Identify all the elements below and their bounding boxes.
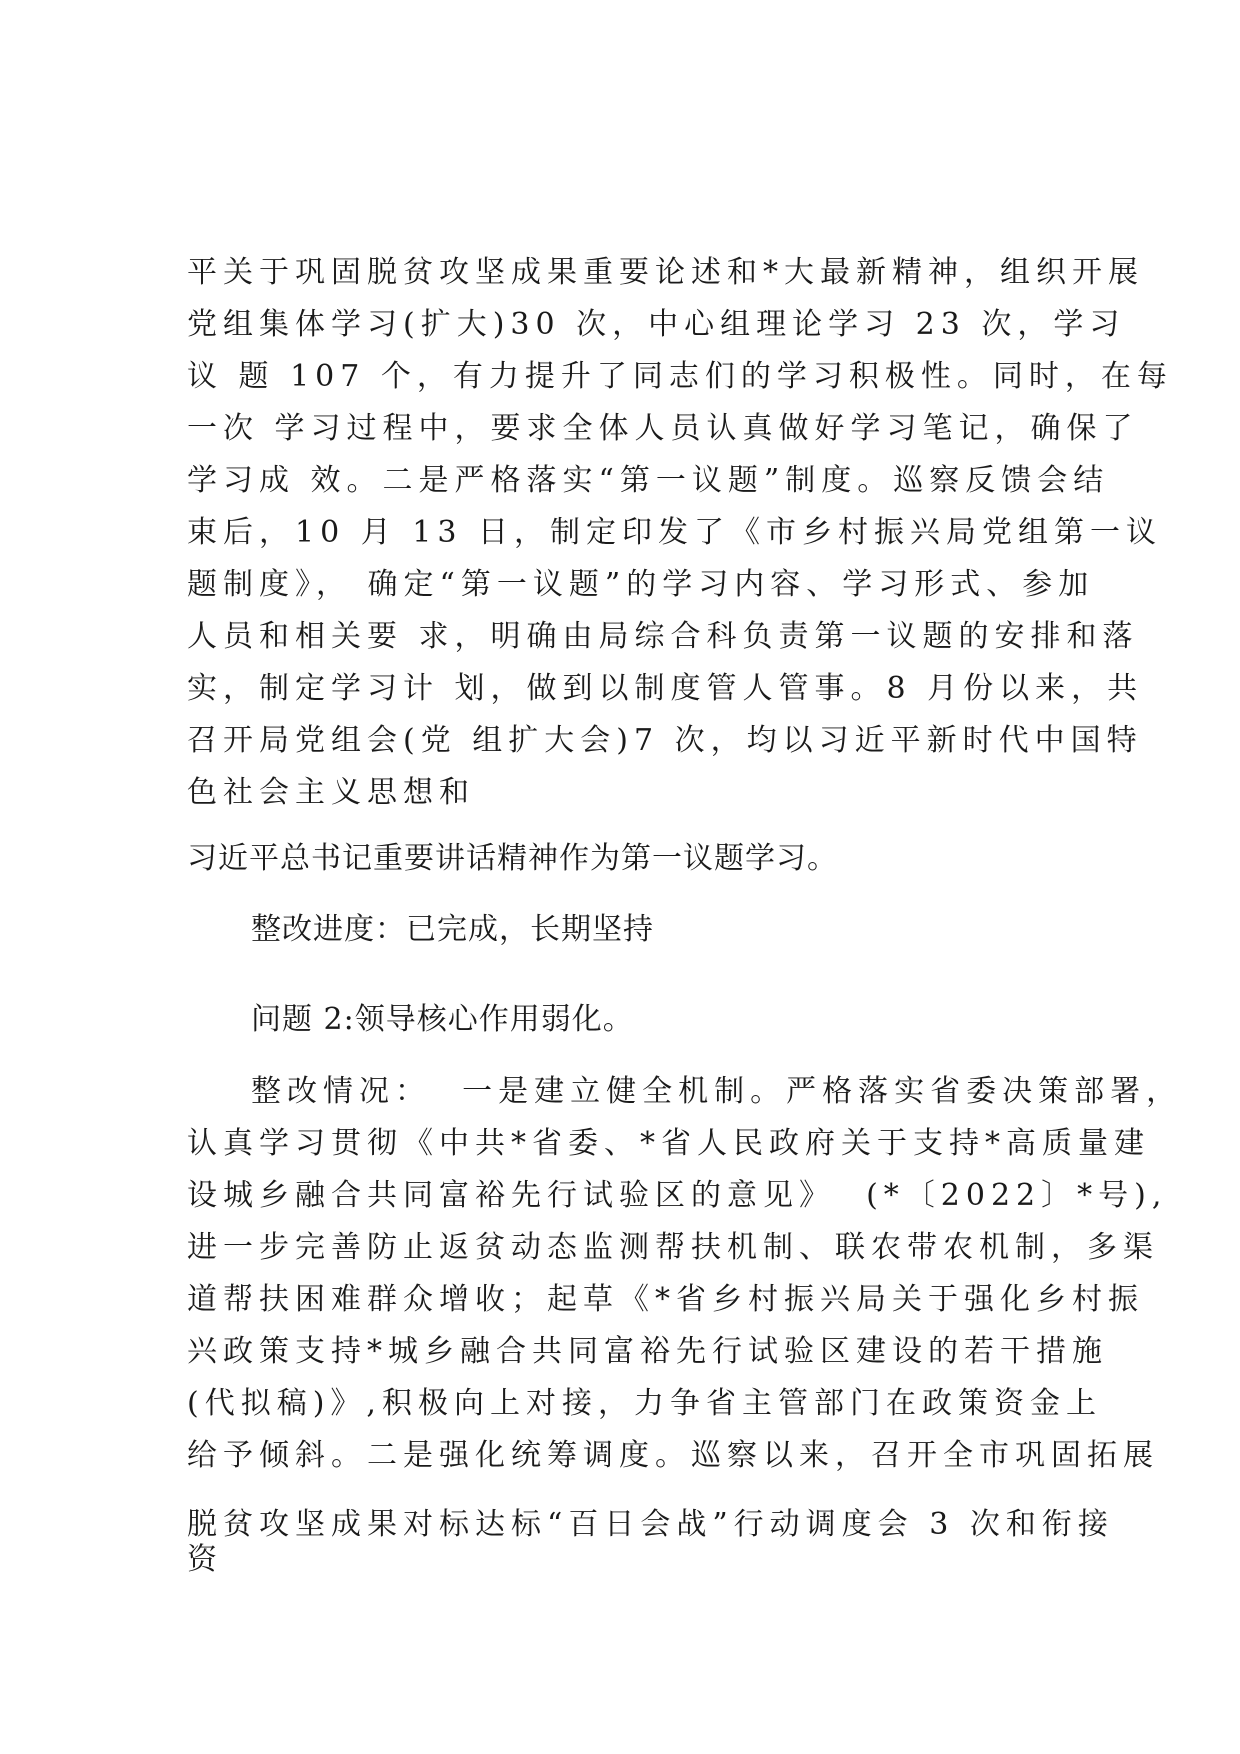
paragraph-line: 给予倾斜。二是强化统筹调度。巡察以来，召开全市巩固拓展 xyxy=(187,1438,1159,1473)
paragraph-line: 人员和相关要 求，明确由局综合科负责第一议题的安排和落 xyxy=(187,619,1139,654)
progress-note: 整改进度：已完成，长期坚持 xyxy=(251,912,654,947)
paragraph-line: 党组集体学习(扩大)30 次，中心组理论学习 23 次，学习 xyxy=(187,307,1126,342)
paragraph-line: 脱贫攻坚成果对标达标“百日会战”行动调度会 3 次和衔接 xyxy=(187,1507,1114,1542)
paragraph-line: 整改情况： 一是建立健全机制。严格落实省委决策部署， xyxy=(251,1074,1183,1109)
paragraph-line: 题制度》， 确定“第一议题”的学习内容、学习形式、参加 xyxy=(187,567,1095,602)
problem-heading: 问题 2:领导核心作用弱化。 xyxy=(251,1002,634,1037)
paragraph-line: 平关于巩固脱贫攻坚成果重要论述和*大最新精神，组织开展 xyxy=(187,255,1144,290)
paragraph-line: 议 题 107 个，有力提升了同志们的学习积极性。同时，在每 xyxy=(187,359,1173,394)
paragraph-line: 实，制定学习计 划，做到以制度管人管事。8 月份以来，共 xyxy=(187,671,1144,706)
paragraph-line: 束后，10 月 13 日，制定印发了《市乡村振兴局党组第一议 xyxy=(187,515,1162,550)
paragraph-line: 道帮扶困难群众增收；起草《*省乡村振兴局关于强化乡村振 xyxy=(187,1282,1144,1317)
paragraph-line: 一次 学习过程中，要求全体人员认真做好学习笔记，确保了 xyxy=(187,411,1139,446)
paragraph-line: 兴政策支持*城乡融合共同富裕先行试验区建设的若干措施 xyxy=(187,1334,1108,1369)
paragraph-line: 召开局党组会(党 组扩大会)7 次，均以习近平新时代中国特 xyxy=(187,723,1143,758)
paragraph-line: 认真学习贯彻《中共*省委、*省人民政府关于支持*高质量建 xyxy=(187,1126,1150,1161)
paragraph-line: 习近平总书记重要讲话精神作为第一议题学习。 xyxy=(187,841,838,876)
paragraph-line: 资 xyxy=(187,1542,223,1577)
paragraph-line: 学习成 效。二是严格落实“第一议题”制度。巡察反馈会结 xyxy=(187,463,1110,498)
paragraph-line: 色社会主义思想和 xyxy=(187,775,475,810)
paragraph-line: 设城乡融合共同富裕先行试验区的意见》 (*〔2022〕*号), xyxy=(187,1178,1168,1213)
paragraph-line: 进一步完善防止返贫动态监测帮扶机制、联农带农机制，多渠 xyxy=(187,1230,1159,1265)
paragraph-line: (代拟稿)》,积极向上对接，力争省主管部门在政策资金上 xyxy=(187,1386,1102,1421)
